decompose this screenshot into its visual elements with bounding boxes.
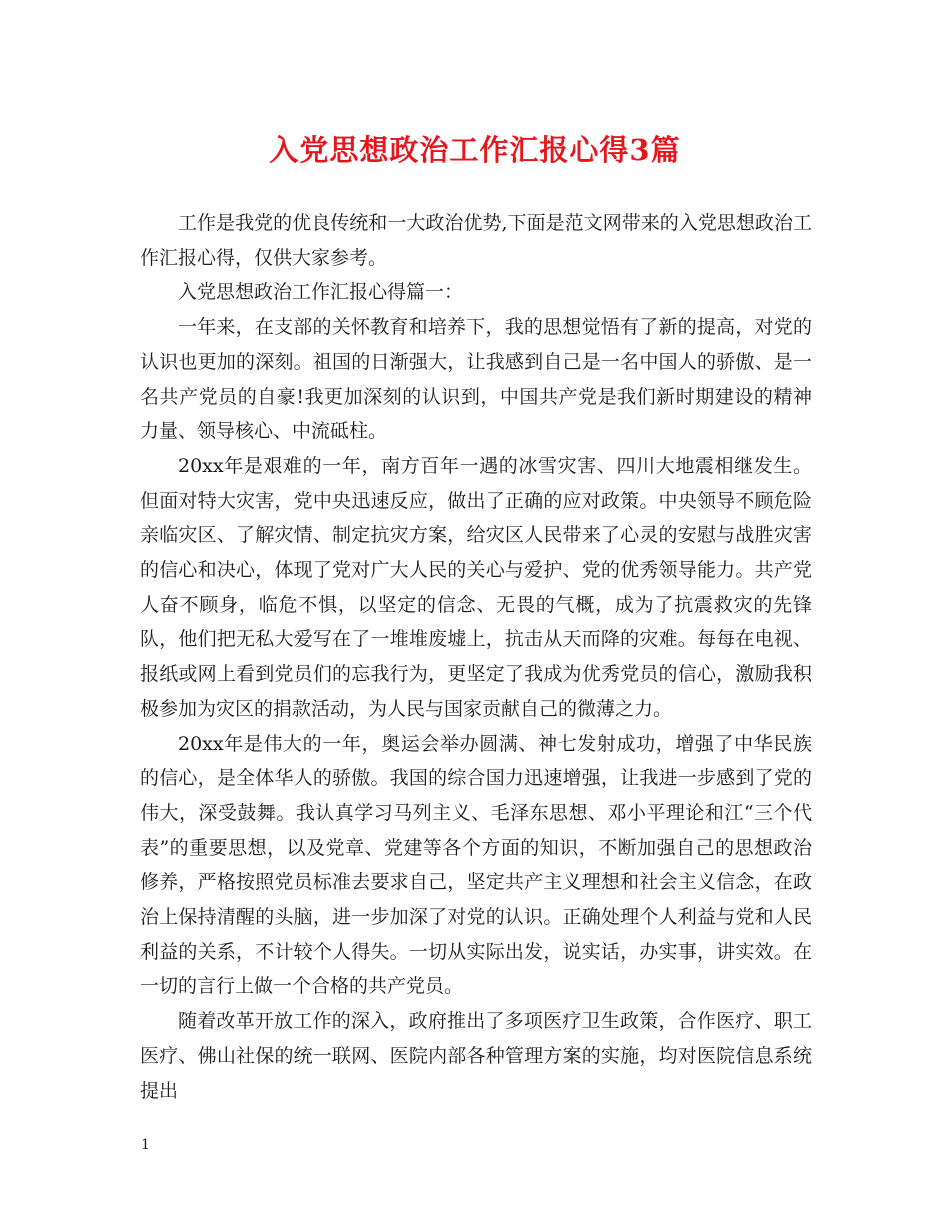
section-heading: 入党思想政治工作汇报心得篇一： xyxy=(178,281,464,304)
page-number: 1 xyxy=(141,1137,150,1153)
paragraph-intro: 工作是我党的优良传统和一大政治优势,下面是范文网带来的入党思想政治工作汇报心得，仅供大家参考。 xyxy=(140,212,812,269)
paragraph: 20xx年是艰难的一年，南方百年一遇的冰雪灾害、四川大地震相继发生。但面对特大灾害，党中央迅速反应，做出了正确的应对政策。中央领导不顾危险亲临灾区、了解灾情、制定抗灾方案，给灾区人民带来了心灵的安慰与战胜灾害的信心和决心，体现了党对广大人民的关心与爱护、党的优秀领导能力。共产党人奋不顾身，临危不惧，以坚定的信念、无畏的气概，成为了抗震救灾的先锋队，他们把无私大爱写在了一堆堆废墟上，抗击从天而降的灾难。每每在电视、报纸或网上看到党员们的忘我行为，更坚定了我成为优秀党员的信心，激励我积极参加为灾区的捐款活动，为人民与国家贡献自己的微薄之力。 xyxy=(140,454,812,720)
document-title: 入党思想政治工作汇报心得3篇 xyxy=(269,133,681,167)
document-body xyxy=(140,206,812,1108)
paragraph: 20xx年是伟大的一年，奥运会举办圆满、神七发射成功，增强了中华民族的信心，是全体华人的骄傲。我国的综合国力迅速增强，让我进一步感到了党的伟大，深受鼓舞。我认真学习马列主义、毛泽东思想、邓小平理论和江“三个代表”的重要思想，以及党章、党建等各个方面的知识，不断加强自己的思想政治修养，严格按照党员标准去要求自己，坚定共产主义理想和社会主义信念，在政治上保持清醒的头脑，进一步加深了对党的认识。正确处理个人利益与党和人民利益的关系，不计较个人得失。一切从实际出发，说实话，办实事，讲实效。在一切的言行上做一个合格的共产党员。 xyxy=(140,732,812,998)
paragraph: 随着改革开放工作的深入，政府推出了多项医疗卫生政策，合作医疗、职工医疗、佛山社保的统一联网、医院内部各种管理方案的实施，均对医院信息系统提出 xyxy=(140,1010,812,1102)
paragraph: 一年来，在支部的关怀教育和培养下，我的思想觉悟有了新的提高，对党的认识也更加的深刻。祖国的日渐强大，让我感到自己是一名中国人的骄傲、是一名共产党员的自豪!我更加深刻的认识到，中国共产党是我们新时期建设的精神力量、领导核心、中流砥柱。 xyxy=(140,316,812,443)
